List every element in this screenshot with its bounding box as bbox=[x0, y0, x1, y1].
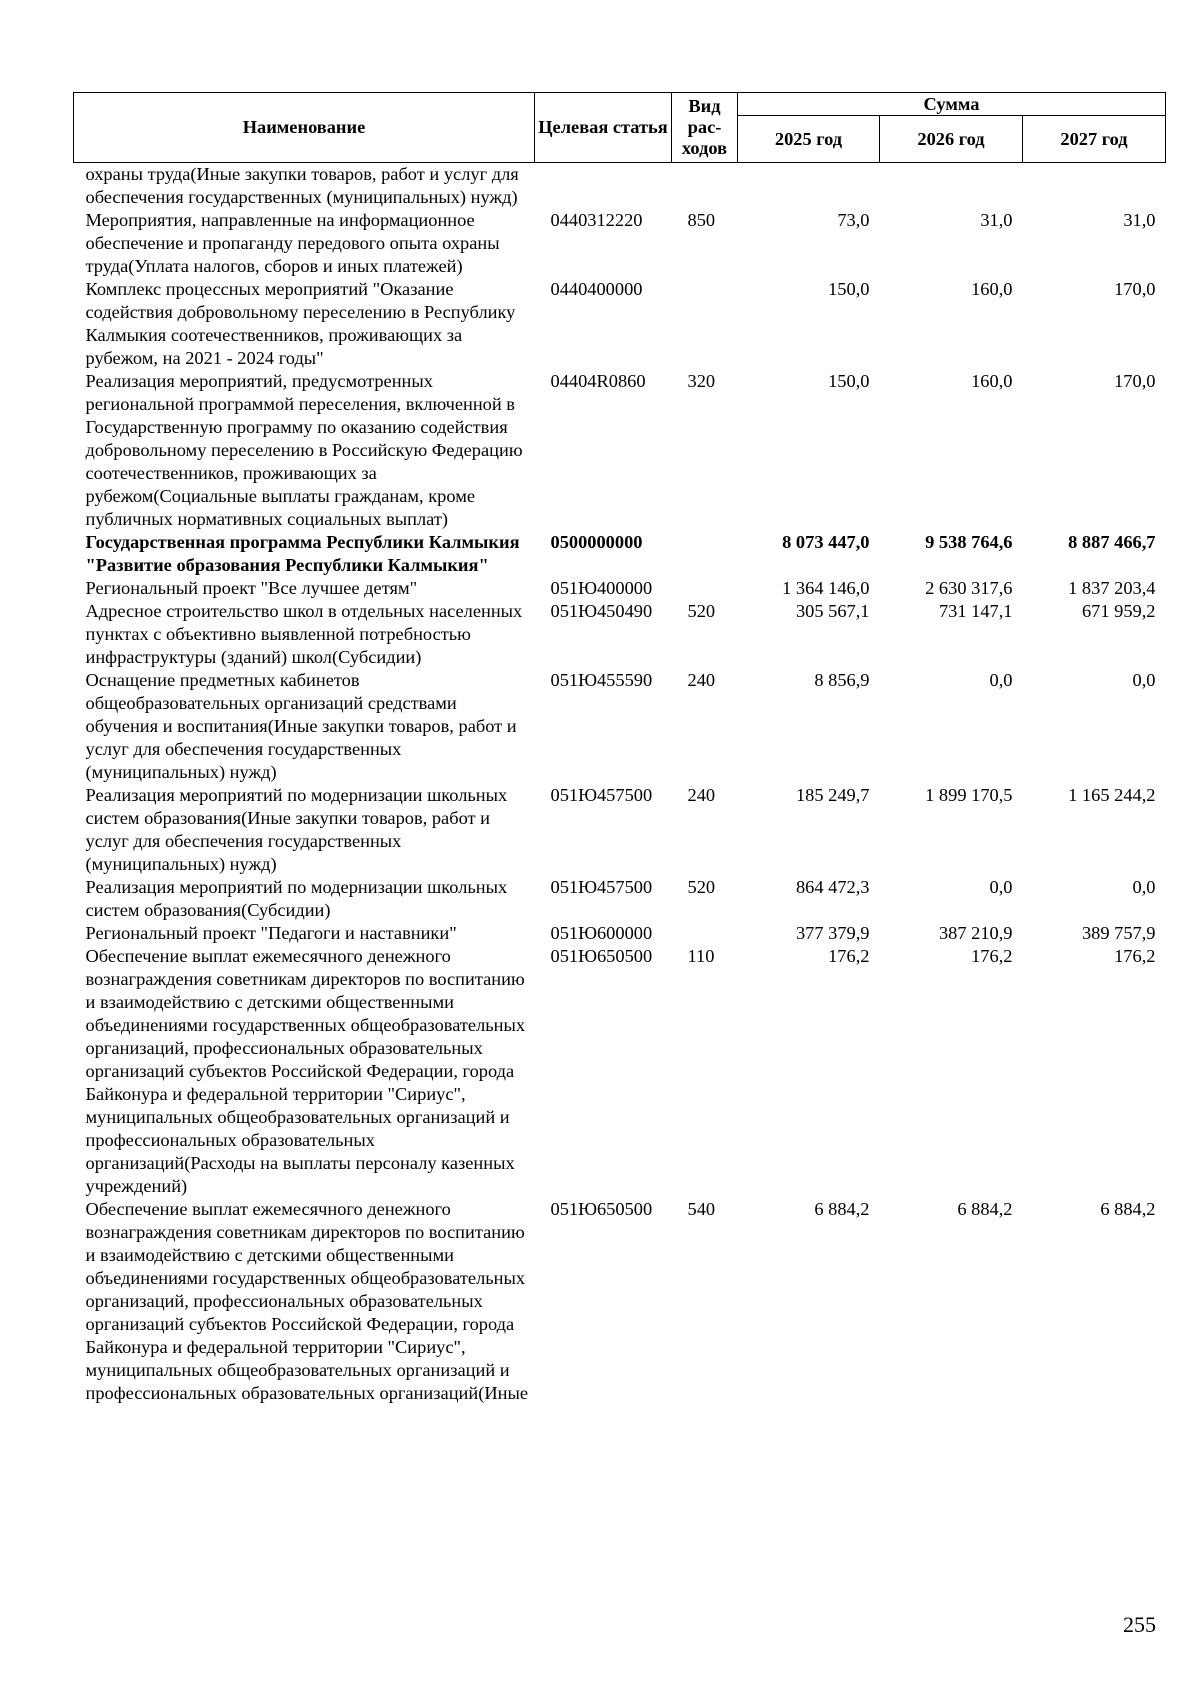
row-sum-2027: 389 757,9 bbox=[1081, 923, 1156, 943]
row-sum-2025: 150,0 bbox=[828, 371, 870, 391]
row-target-article: 051Ю650500 bbox=[550, 1199, 653, 1219]
row-sum-2027: 0,0 bbox=[1132, 877, 1156, 897]
row-target-article: 0500000000 bbox=[550, 532, 643, 552]
row-target-article: 051Ю457500 bbox=[550, 877, 653, 897]
row-sum-2025: 150,0 bbox=[828, 279, 870, 299]
row-sum-2026: 0,0 bbox=[989, 877, 1013, 897]
row-target-article: 051Ю450490 bbox=[550, 601, 653, 621]
header-year-2027: 2027 год bbox=[1023, 116, 1166, 163]
row-expense-type: 520 bbox=[687, 877, 716, 897]
row-sum-2025: 73,0 bbox=[837, 210, 870, 230]
budget-table bbox=[73, 92, 1166, 1405]
table-row bbox=[74, 163, 1166, 210]
header-name: Наименование bbox=[74, 93, 535, 163]
row-name: Обеспечение выплат ежемесячного денежного вознаграждения советникам директоров по воспитанию и взаимодействию с детскими общественными объединениями государственных общеобразовательных организаций, профессиональных образовательных организаций субъектов Российской Федерации, города Байконура и федеральной территории "Сириус", муниципальных общеобразовательных организаций и профессиональных образовательных организаций(Иные bbox=[85, 1199, 528, 1403]
row-name: Реализация мероприятий по модернизации школьных систем образования(Субсидии) bbox=[85, 877, 508, 920]
row-sum-2027: 6 884,2 bbox=[1100, 1199, 1156, 1219]
row-expense-type: 240 bbox=[687, 785, 716, 805]
row-sum-2027: 31,0 bbox=[1123, 210, 1156, 230]
row-sum-2026: 1 899 170,5 bbox=[925, 785, 1013, 805]
row-sum-2026: 0,0 bbox=[989, 670, 1013, 690]
row-sum-2025: 6 884,2 bbox=[814, 1199, 870, 1219]
row-target-article: 0440312220 bbox=[550, 210, 643, 230]
header-target-article: Целевая статья bbox=[535, 93, 672, 163]
page-number: 255 bbox=[1123, 1612, 1156, 1637]
row-expense-type bbox=[672, 922, 738, 945]
table-row bbox=[74, 922, 1166, 945]
row-expense-type: 520 bbox=[687, 601, 716, 621]
row-expense-type bbox=[672, 163, 738, 210]
row-name: Региональный проект "Все лучшее детям" bbox=[85, 578, 418, 598]
table-row bbox=[74, 577, 1166, 600]
row-sum-2026: 6 884,2 bbox=[957, 1199, 1013, 1219]
header-expense-type: Вид рас-ходов bbox=[672, 93, 738, 163]
row-expense-type: 110 bbox=[687, 946, 715, 966]
row-target-article: 051Ю400000 bbox=[550, 578, 653, 598]
table-row bbox=[74, 209, 1166, 278]
row-name: Обеспечение выплат ежемесячного денежного вознаграждения советникам директоров по воспитанию и взаимодействию с детскими общественными объединениями государственных общеобразовательных организаций, профессиональных образовательных организаций субъектов Российской Федерации, города Байконура и федеральной территории "Сириус", муниципальных общеобразовательных организаций и профессиональных образовательных организаций(Расходы на выплаты персоналу казенных учреждений) bbox=[85, 946, 526, 1196]
row-expense-type: 540 bbox=[687, 1199, 716, 1219]
row-name: Реализация мероприятий по модернизации школьных систем образования(Иные закупки товаров, работ и услуг для обеспечения государственных (муниципальных) нужд) bbox=[85, 785, 508, 874]
row-expense-type: 850 bbox=[687, 210, 716, 230]
row-sum-2026: 2 630 317,6 bbox=[925, 578, 1013, 598]
row-name: Адресное строительство школ в отдельных населенных пунктах с объективно выявленной потребностью инфраструктуры (зданий) школ(Субсидии) bbox=[85, 601, 523, 667]
row-sum-2025: 8 073 447,0 bbox=[782, 532, 870, 552]
header-year-2026: 2026 год bbox=[880, 116, 1023, 163]
table-header bbox=[74, 93, 1166, 163]
table-row bbox=[74, 784, 1166, 876]
row-sum-2026: 160,0 bbox=[971, 371, 1013, 391]
row-target-article: 051Ю600000 bbox=[550, 923, 653, 943]
row-sum-2025: 185 249,7 bbox=[795, 785, 870, 805]
row-sum-2025: 377 379,9 bbox=[795, 923, 870, 943]
row-sum-2027 bbox=[1023, 163, 1166, 210]
row-target-article: 051Ю455590 bbox=[550, 670, 653, 690]
row-target-article: 04404R0860 bbox=[550, 371, 646, 391]
row-sum-2026: 31,0 bbox=[980, 210, 1013, 230]
table-row bbox=[74, 370, 1166, 531]
row-sum-2027: 1 165 244,2 bbox=[1068, 785, 1156, 805]
table-row bbox=[74, 876, 1166, 922]
header-year-2025: 2025 год bbox=[738, 116, 880, 163]
header-sum: Сумма bbox=[738, 93, 1166, 116]
table-body bbox=[74, 163, 1166, 1406]
row-target-article: 051Ю457500 bbox=[550, 785, 653, 805]
row-sum-2025: 305 567,1 bbox=[795, 601, 870, 621]
table-row bbox=[74, 669, 1166, 784]
row-sum-2027: 1 837 203,4 bbox=[1068, 578, 1156, 598]
row-sum-2026: 9 538 764,6 bbox=[925, 532, 1013, 552]
table-row bbox=[74, 278, 1166, 370]
row-target-article: 051Ю650500 bbox=[550, 946, 653, 966]
table-row bbox=[74, 531, 1166, 577]
row-name: Реализация мероприятий, предусмотренных региональной программой переселения, включенной в Государственную программу по оказанию содействия добровольному переселению в Российскую Федерацию соотечественников, проживающих за рубежом(Социальные выплаты гражданам, кроме публичных нормативных социальных выплат) bbox=[85, 371, 523, 529]
row-sum-2027: 176,2 bbox=[1114, 946, 1156, 966]
row-target-article bbox=[535, 163, 672, 210]
row-sum-2027: 0,0 bbox=[1132, 670, 1156, 690]
table-row bbox=[74, 945, 1166, 1198]
row-expense-type bbox=[672, 577, 738, 600]
row-sum-2025: 176,2 bbox=[828, 946, 870, 966]
row-name: Оснащение предметных кабинетов общеобразовательных организаций средствами обучения и воспитания(Иные закупки товаров, работ и услуг для обеспечения государственных (муниципальных) нужд) bbox=[85, 670, 517, 782]
row-expense-type bbox=[672, 278, 738, 370]
row-sum-2027: 671 959,2 bbox=[1081, 601, 1156, 621]
row-name: охраны труда(Иные закупки товаров, работ и услуг для обеспечения государственных (муниципальных) нужд) bbox=[85, 164, 519, 207]
row-sum-2026: 176,2 bbox=[971, 946, 1013, 966]
row-sum-2027: 170,0 bbox=[1114, 279, 1156, 299]
row-expense-type: 320 bbox=[687, 371, 716, 391]
row-sum-2025: 8 856,9 bbox=[814, 670, 870, 690]
row-sum-2026: 731 147,1 bbox=[938, 601, 1013, 621]
row-sum-2026 bbox=[880, 163, 1023, 210]
row-name: Мероприятия, направленные на информационное обеспечение и пропаганду передового опыта охраны труда(Уплата налогов, сборов и иных платежей) bbox=[85, 210, 500, 276]
row-name: Региональный проект "Педагоги и наставники" bbox=[85, 923, 457, 943]
table-row bbox=[74, 600, 1166, 669]
row-sum-2027: 8 887 466,7 bbox=[1068, 532, 1156, 552]
table-row bbox=[74, 1198, 1166, 1405]
row-sum-2027: 170,0 bbox=[1114, 371, 1156, 391]
row-expense-type bbox=[672, 531, 738, 577]
row-expense-type: 240 bbox=[687, 670, 716, 690]
row-sum-2025: 864 472,3 bbox=[795, 877, 870, 897]
row-name: Комплекс процессных мероприятий "Оказание содействия добровольному переселению в Республику Калмыкия соотечественников, проживающих за рубежом, на 2021 - 2024 годы" bbox=[85, 279, 516, 368]
row-sum-2026: 160,0 bbox=[971, 279, 1013, 299]
row-target-article: 0440400000 bbox=[550, 279, 643, 299]
row-name: Государственная программа Республики Калмыкия "Развитие образования Республики Калмыкия" bbox=[85, 532, 520, 575]
row-sum-2025: 1 364 146,0 bbox=[782, 578, 870, 598]
row-sum-2026: 387 210,9 bbox=[938, 923, 1013, 943]
row-sum-2025 bbox=[738, 163, 880, 210]
